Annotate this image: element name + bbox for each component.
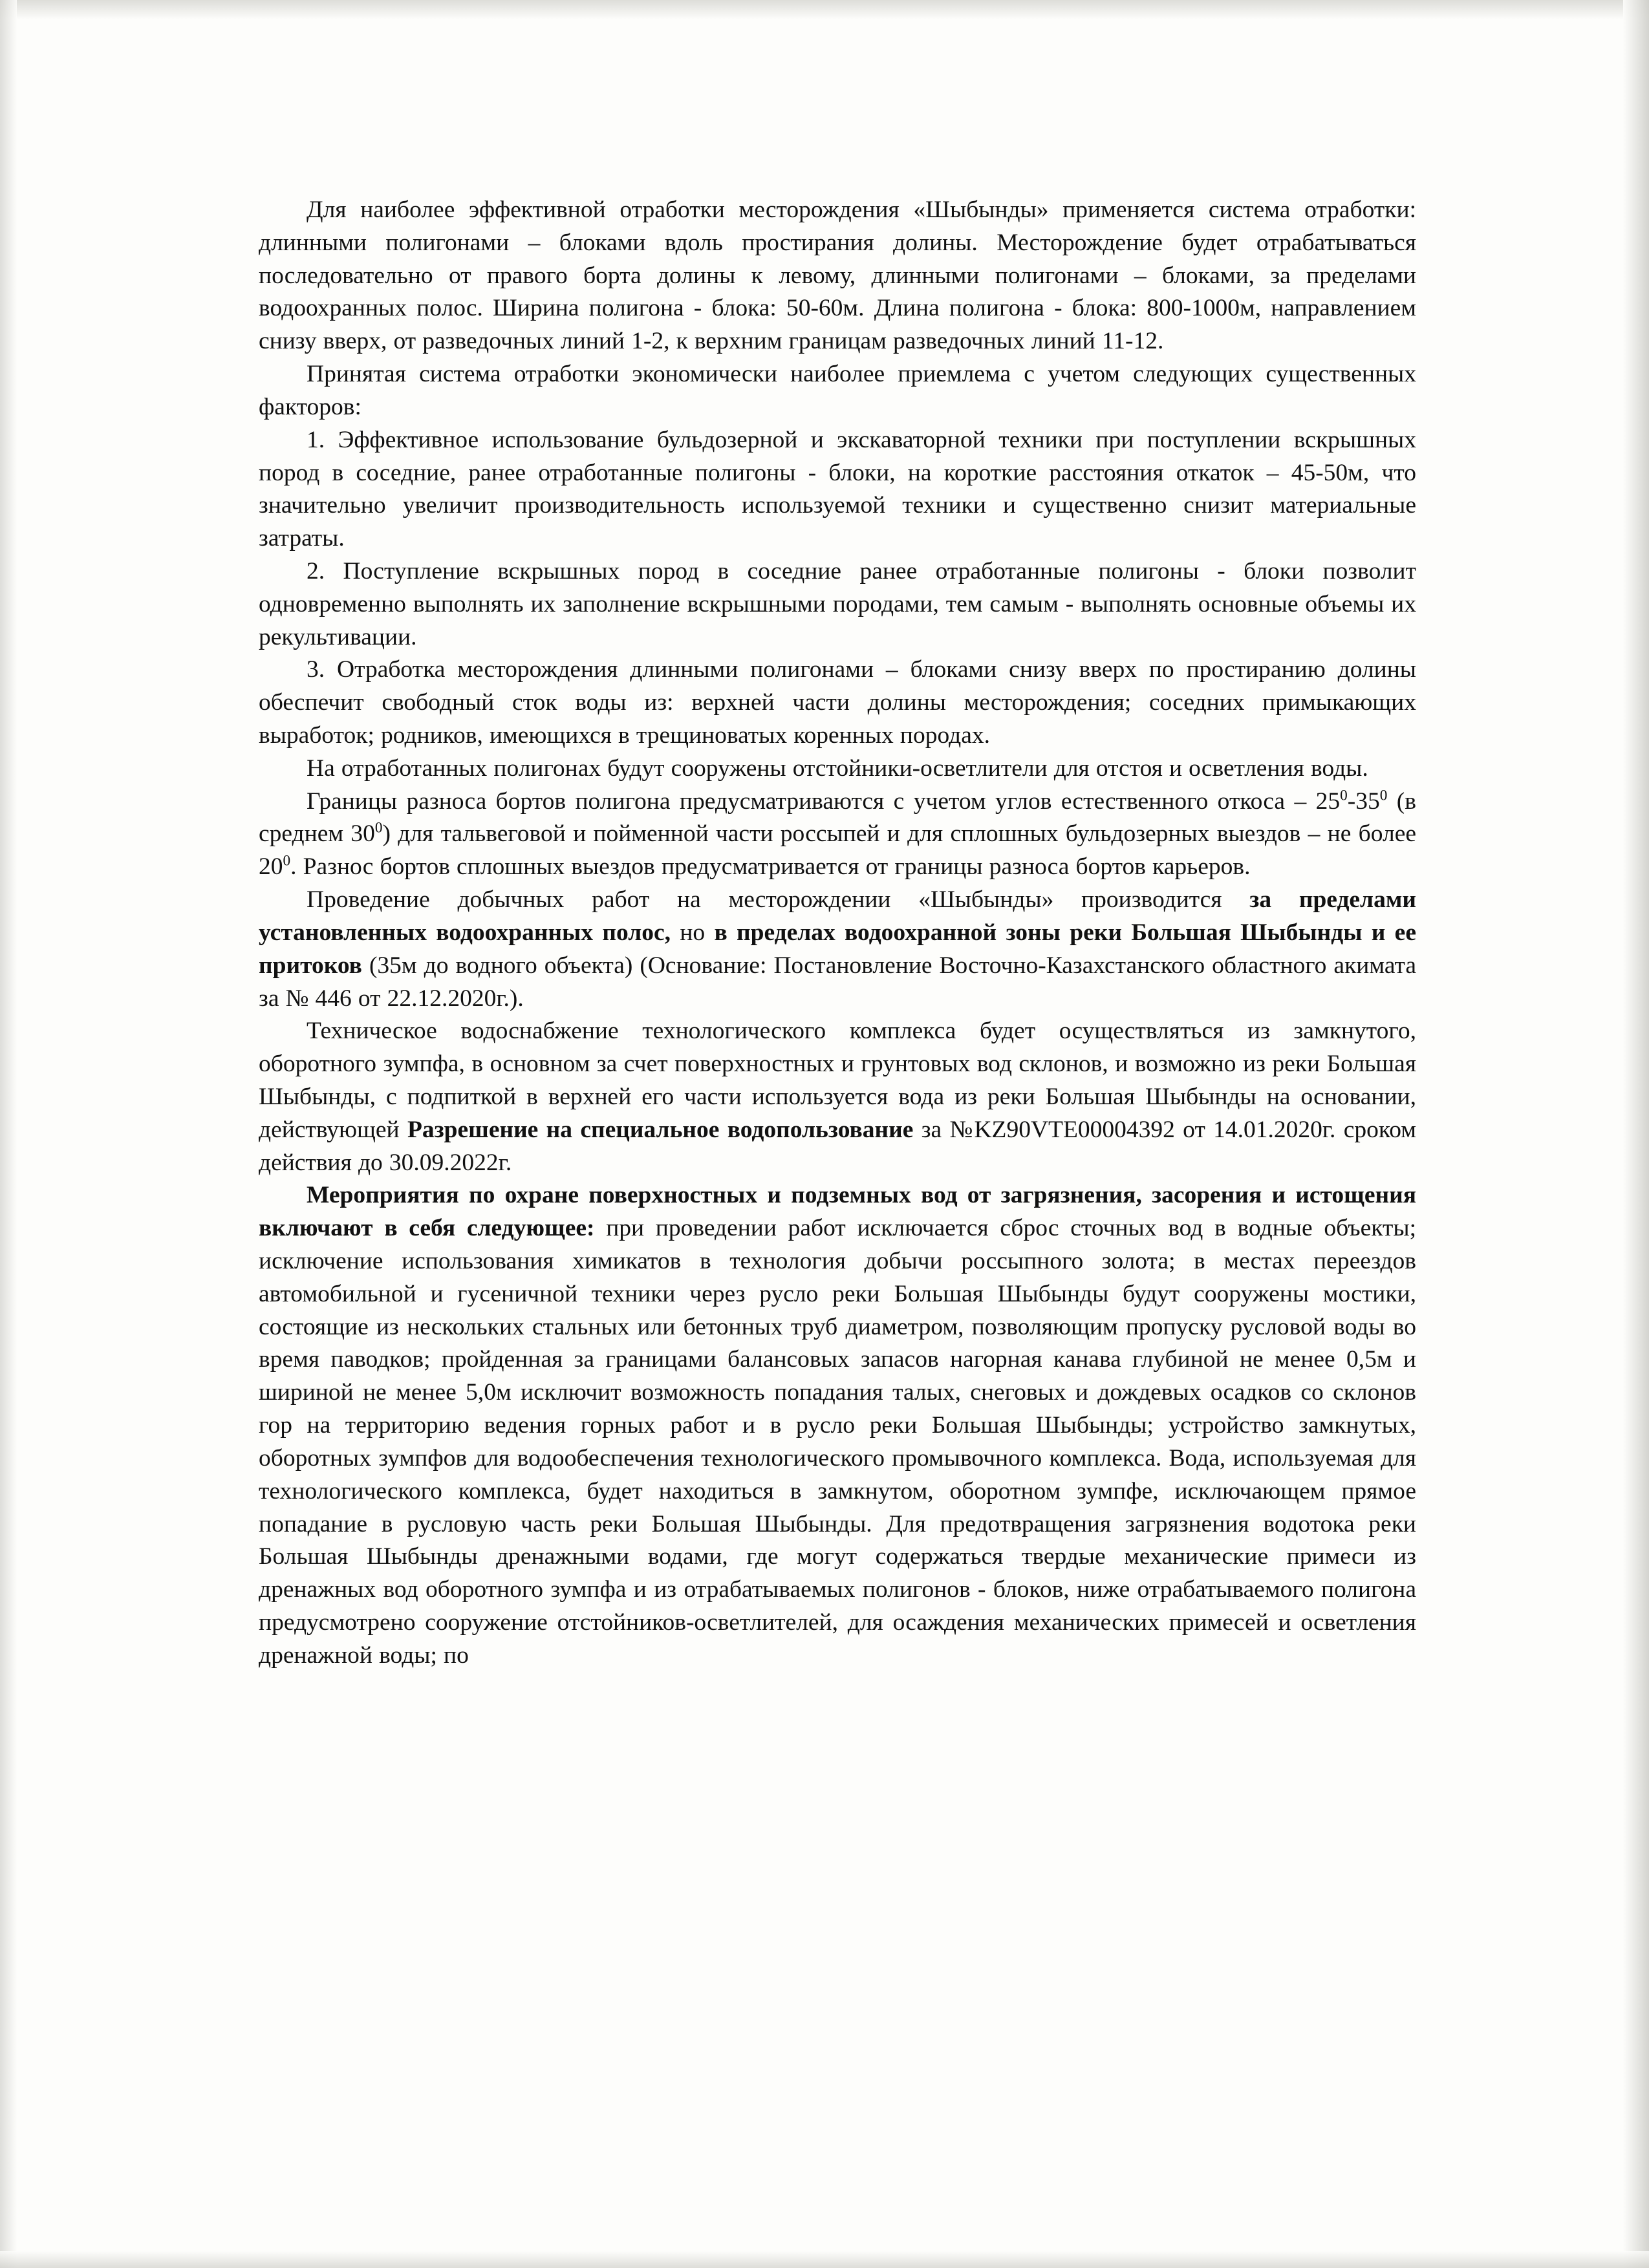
paragraph <box>259 1015 1416 1179</box>
text-run: Границы разноса бортов полигона предусматриваются с учетом углов естественного откоса – 25 <box>307 787 1341 815</box>
text-run: 1. Эффективное использование бульдозерной и экскаваторной техники при поступлении вскрышных пород в соседние, ранее отработанные полигоны - блоки, на короткие расстояния откаток – 45-50м, что значительно увеличит производительность используемой техники и существенно снизит материальные затраты. <box>259 426 1416 552</box>
paragraph <box>259 654 1416 752</box>
superscript-run: 0 <box>283 852 291 870</box>
paragraph <box>259 358 1416 424</box>
superscript-run: 0 <box>374 819 383 837</box>
text-run: Принятая система отработки экономически наиболее приемлема с учетом следующих существенных факторов: <box>259 361 1416 420</box>
scan-edge-right <box>1623 0 1649 2268</box>
text-run: 2. Поступление вскрышных пород в соседние ранее отработанные полигоны - блоки позволит одновременно выполнять их заполнение вскрышными породами, тем самым - выполнять основные объемы их рекультивации. <box>259 557 1416 650</box>
text-run: (в среднем 30 <box>259 787 1416 848</box>
text-run: но <box>671 919 715 946</box>
text-run: 3. Отработка месторождения длинными полигонами – блоками снизу вверх по простиранию долины обеспечит свободный сток воды из: верхней части долины месторождения; соседних примыкающих выработок; родников, имеющихся в трещиноватых коренных породах. <box>259 656 1416 749</box>
text-run: Для наиболее эффективной отработки месторождения «Шыбынды» применяется система отработки: длинными полигонами – блоками вдоль простирания долины. Месторождение будет отрабатываться последовательно от правого борта долины к левому, длинными полигонами – блоками, за пределами водоохранных полос. Ширина полигона - блока: 50-60м. Длина полигона - блока: 800-1000м, направлением снизу вверх, от разведочных линий 1-2, к верхним границам разведочных линий 11-12. <box>259 197 1416 355</box>
paragraph <box>259 194 1416 358</box>
bold-run: за пределами установленных водоохранных полос, <box>259 886 1416 946</box>
paragraph <box>259 786 1416 884</box>
scan-edge-top <box>0 0 1649 19</box>
paragraph <box>259 1179 1416 1672</box>
text-run: Проведение добычных работ на месторождении «Шыбынды» производится <box>307 886 1250 914</box>
text-run: при проведении работ исключается сброс сточных вод в водные объекты; исключение использования химикатов в технология добычи россыпного золота; в местах переездов автомобильной и гусеничной техники через русло реки Большая Шыбынды будут сооружены мостики, состоящие из нескольких стальных или бетонных труб диаметром, позволяющим пропуску русловой воды во время паводков; пройденная за границами балансовых запасов нагорная канава глубиной не менее 0,5м и шириной не менее 5,0м исключит возможность попадания талых, снеговых и дождевых осадков со склонов гор на территорию ведения горных работ и в русло реки Большая Шыбынды; устройство замкнутых, оборотных зумпфов для водообеспечения технологического промывочного комплекса. Вода, используемая для технологического комплекса, будет находиться в замкнутом, оборотном зумпфе, исключающем прямое попадание в русловую часть реки Большая Шыбынды. Для предотвращения загрязнения водотока реки Большая Шыбынды дренажными водами, где могут содержаться твердые механические примеси из дренажных вод оборотного зумпфа и из отрабатываемых полигонов - блоков, ниже отрабатываемого полигона предусмотрено сооружение отстойников-осветлителей, для осаждения механических примесей и осветления дренажной воды; по <box>259 1215 1416 1669</box>
superscript-run: 0 <box>1340 787 1348 804</box>
text-run: Техническое водоснабжение технологического комплекса будет осуществляться из замкнутого, оборотного зумпфа, в основном за счет поверхностных и грунтовых вод склонов, и возможно из реки Большая Шыбынды, с подпиткой в верхней его части используется вода из реки Большая Шыбынды на основании, действующей <box>259 1018 1416 1143</box>
text-run: ) для тальвеговой и пойменной части россыпей и для сплошных бульдозерных выездов – не более 20 <box>259 820 1416 881</box>
superscript-run: 0 <box>1379 787 1388 804</box>
bold-run: в пределах водоохранной зоны реки Большая Шыбынды и ее притоков <box>259 919 1416 979</box>
paragraph <box>259 884 1416 1015</box>
text-run: На отработанных полигонах будут сооружены отстойники-осветлители для отстоя и осветления воды. <box>307 754 1368 782</box>
document-body <box>259 194 1416 1673</box>
text-run: . Разнос бортов сплошных выездов предусматривается от границы разноса бортов карьеров. <box>290 853 1251 881</box>
text-run: за №KZ90VTE00004392 от 14.01.2020г. сроком действия до 30.09.2022г. <box>259 1116 1416 1176</box>
text-run: (35м до водного объекта) (Основание: Постановление Восточно-Казахстанского областного акимата за № 446 от 22.12.2020г.). <box>259 952 1416 1012</box>
bold-run: Мероприятия по охране поверхностных и подземных вод от загрязнения, засорения и истощения включают в себя следующее: <box>259 1182 1416 1242</box>
scan-edge-left <box>0 0 17 2268</box>
scan-edge-bottom <box>0 2251 1649 2268</box>
paragraph <box>259 753 1416 786</box>
text-run: -35 <box>1347 787 1380 815</box>
paragraph <box>259 555 1416 654</box>
paragraph <box>259 424 1416 555</box>
bold-run: Разрешение на специальное водопользование <box>407 1116 914 1143</box>
